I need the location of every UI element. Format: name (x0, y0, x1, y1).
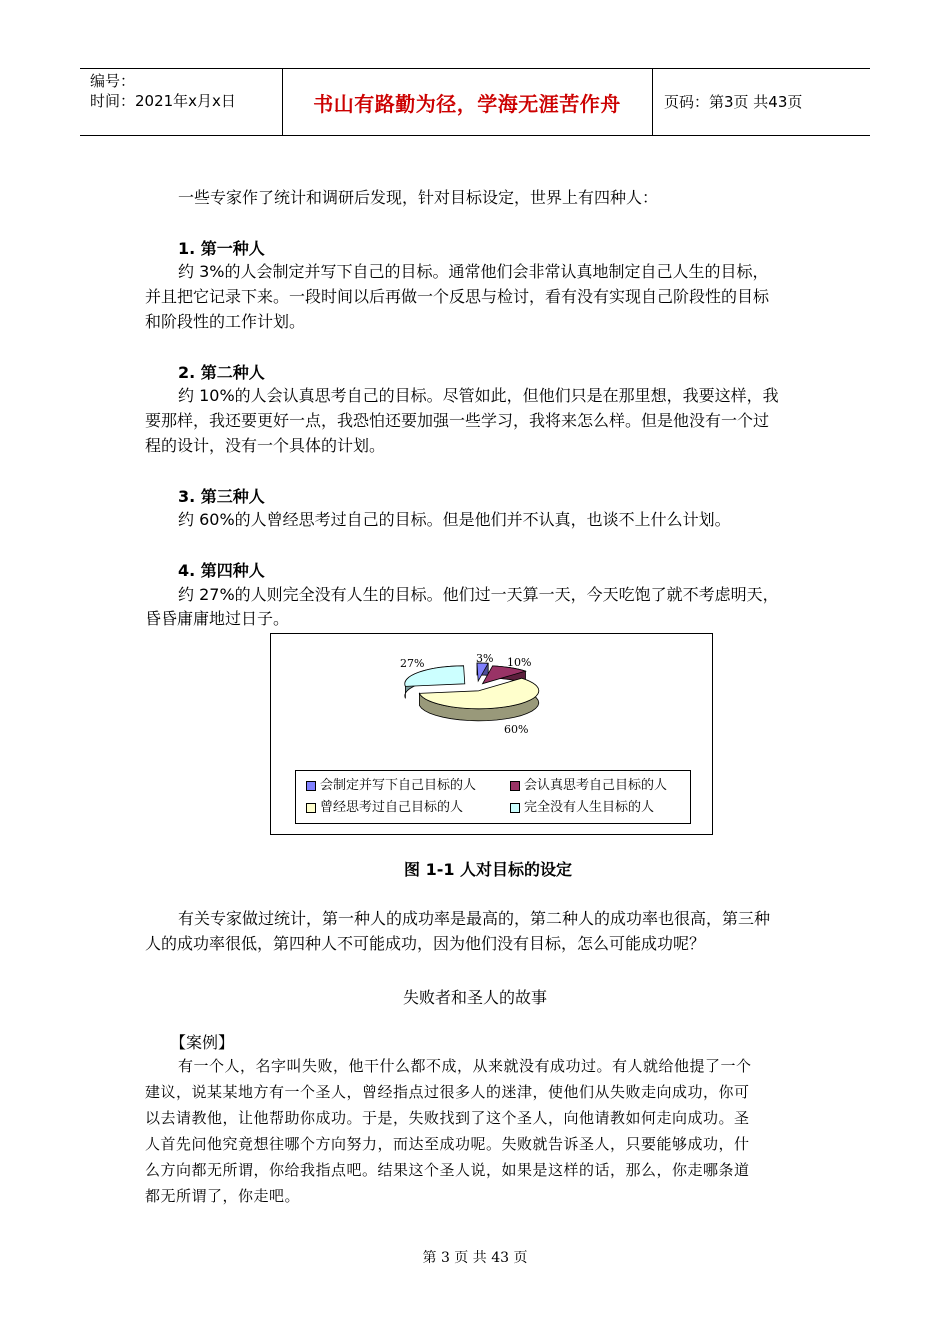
section-2-title: 2. 第二种人 (178, 363, 265, 382)
legend-item-3 (306, 800, 463, 816)
header-date-label: 时间：2021年x月x日 (90, 92, 236, 110)
header-page-label: 页码：第3页 共43页 (664, 93, 803, 111)
section-3-line-1: 约 60%的人曾经思考过自己的目标。但是他们并不认真，也谈不上什么计划。 (178, 510, 731, 529)
legend-swatch-4 (510, 803, 520, 813)
pie-label-60: 60% (504, 723, 529, 736)
case-line-4: 人首先问他究竟想往哪个方向努力，而达至成功呢。失败就告诉圣人，只要能够成功，什 (145, 1135, 750, 1153)
legend-swatch-2 (510, 781, 520, 791)
pie-label-10: 10% (507, 656, 532, 669)
story-title: 失败者和圣人的故事 (402, 988, 547, 1007)
section-2-line-2: 要那样，我还要更好一点，我恐怕还要加强一些学习，我将来怎么样。但是他没有一个过 (145, 411, 770, 430)
section-4-line-1: 约 27%的人则完全没有人生的目标。他们过一天算一天，今天吃饱了就不考虑明天， (178, 585, 779, 604)
section-3-title: 3. 第三种人 (178, 487, 265, 506)
legend-item-1 (306, 778, 476, 794)
case-line-5: 么方向都无所谓，你给我指点吧。结果这个圣人说，如果是这样的话，那么，你走哪条道 (145, 1161, 750, 1179)
section-1-line-3: 和阶段性的工作计划。 (145, 312, 306, 331)
section-1-line-1: 约 3%的人会制定并写下自己的目标。通常他们会非常认真地制定自己人生的目标， (178, 262, 769, 281)
figure-caption: 图 1-1 人对目标的设定 (404, 860, 573, 879)
case-line-1: 有一个人，名字叫失败，他干什么都不成，从来就没有成功过。有人就给他提了一个 (178, 1057, 752, 1075)
pie-label-27: 27% (400, 657, 425, 670)
header-number-label: 编号： (90, 72, 136, 90)
legend-item-2 (510, 778, 667, 794)
summary-line-2: 人的成功率很低，第四种人不可能成功，因为他们没有目标，怎么可能成功呢？ (145, 934, 706, 953)
legend-label-2: 会认真思考自己目标的人 (524, 778, 668, 793)
case-label: 【案例】 (170, 1033, 235, 1052)
header-top-rule (80, 68, 870, 69)
pie-label-3: 3% (476, 652, 494, 665)
section-2-line-3: 程的设计，没有一个具体的计划。 (145, 436, 386, 455)
page-footer: 第 3 页 共 43 页 (422, 1250, 528, 1266)
legend-label-4: 完全没有人生目标的人 (524, 800, 655, 815)
legend-swatch-3 (306, 803, 316, 813)
summary-line-1: 有关专家做过统计，第一种人的成功率是最高的，第二种人的成功率也很高，第三种 (178, 909, 771, 928)
legend-label-1: 会制定并写下自己目标的人 (320, 778, 477, 793)
legend-label-3: 曾经思考过自己目标的人 (320, 800, 464, 815)
section-4-line-2: 昏昏庸庸地过日子。 (145, 609, 290, 628)
case-line-2: 建议，说某某地方有一个圣人，曾经指点过很多人的迷津，使他们从失败走向成功，你可 (145, 1083, 750, 1101)
header-motto: 书山有路勤为径，学海无涯苦作舟 (313, 92, 621, 116)
header-divider-right (652, 68, 653, 135)
section-1-title: 1. 第一种人 (178, 239, 265, 258)
section-4-title: 4. 第四种人 (178, 561, 265, 580)
section-1-line-2: 并且把它记录下来。一段时间以后再做一个反思与检讨，看有没有实现自己阶段性的目标 (145, 287, 770, 306)
case-line-3: 以去请教他，让他帮助你成功。于是，失败找到了这个圣人，向他请教如何走向成功。圣 (145, 1109, 750, 1127)
case-line-6: 都无所谓了，你走吧。 (145, 1187, 301, 1205)
legend-item-4 (510, 800, 654, 816)
section-2-line-1: 约 10%的人会认真思考自己的目标。尽管如此，但他们只是在那里想，我要这样，我 (178, 386, 779, 405)
legend-swatch-1 (306, 781, 316, 791)
intro-paragraph: 一些专家作了统计和调研后发现，针对目标设定，世界上有四种人： (178, 188, 659, 207)
header-bottom-rule (80, 135, 870, 136)
